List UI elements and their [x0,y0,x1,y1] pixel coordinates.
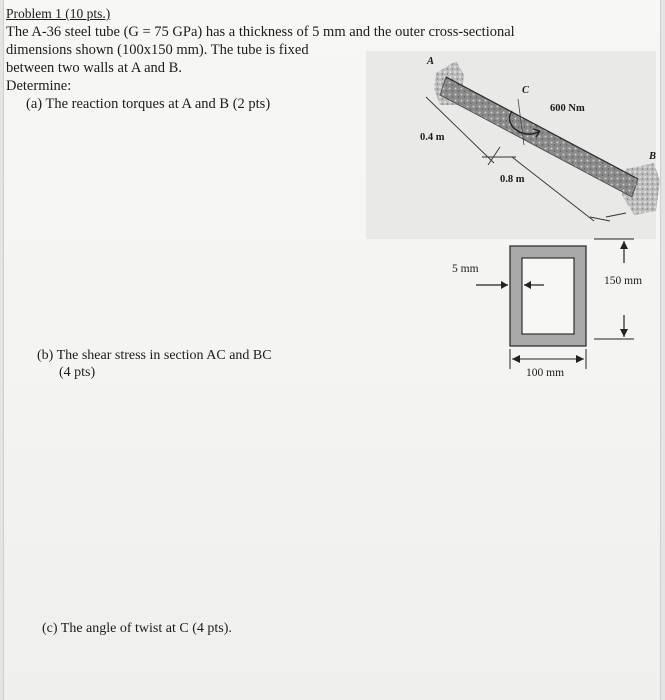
statement-line-4: Determine: [6,78,72,94]
part-a-question: (a) The reaction torques at A and B (2 pts) [26,96,271,112]
label-c: C [522,85,530,96]
width-label: 100 mm [526,367,565,379]
height-label: 150 mm [604,275,643,287]
label-b: B [649,151,657,162]
part-c-question: (c) The angle of twist at C (4 pts). [42,621,232,636]
inner-hollow [522,258,574,334]
statement-line-3: between two walls at A and B. [6,60,182,76]
statement-line-1: The A-36 steel tube (G = 75 GPa) has a thickness of 5 mm and the outer cross-sectional [6,24,515,40]
part-b-question: (b) The shear stress in section AC and BC [37,348,272,363]
worksheet-page [4,0,660,700]
label-a: A [427,56,435,67]
problem-heading: Problem 1 (10 pts.) [6,6,111,21]
cross-section-drawing [444,235,660,385]
length-ac-label: 0.4 m [420,132,445,143]
figure-background [366,51,656,239]
tube-figure [364,45,664,245]
torque-label: 600 Nm [550,103,585,114]
tube-drawing [364,45,664,245]
statement-line-2: dimensions shown (100x150 mm). The tube is fixed [6,42,309,58]
part-b-points: (4 pts) [59,365,96,380]
length-cb-label: 0.8 m [500,174,525,185]
thickness-label: 5 mm [452,263,479,275]
cross-section-figure [444,235,660,385]
